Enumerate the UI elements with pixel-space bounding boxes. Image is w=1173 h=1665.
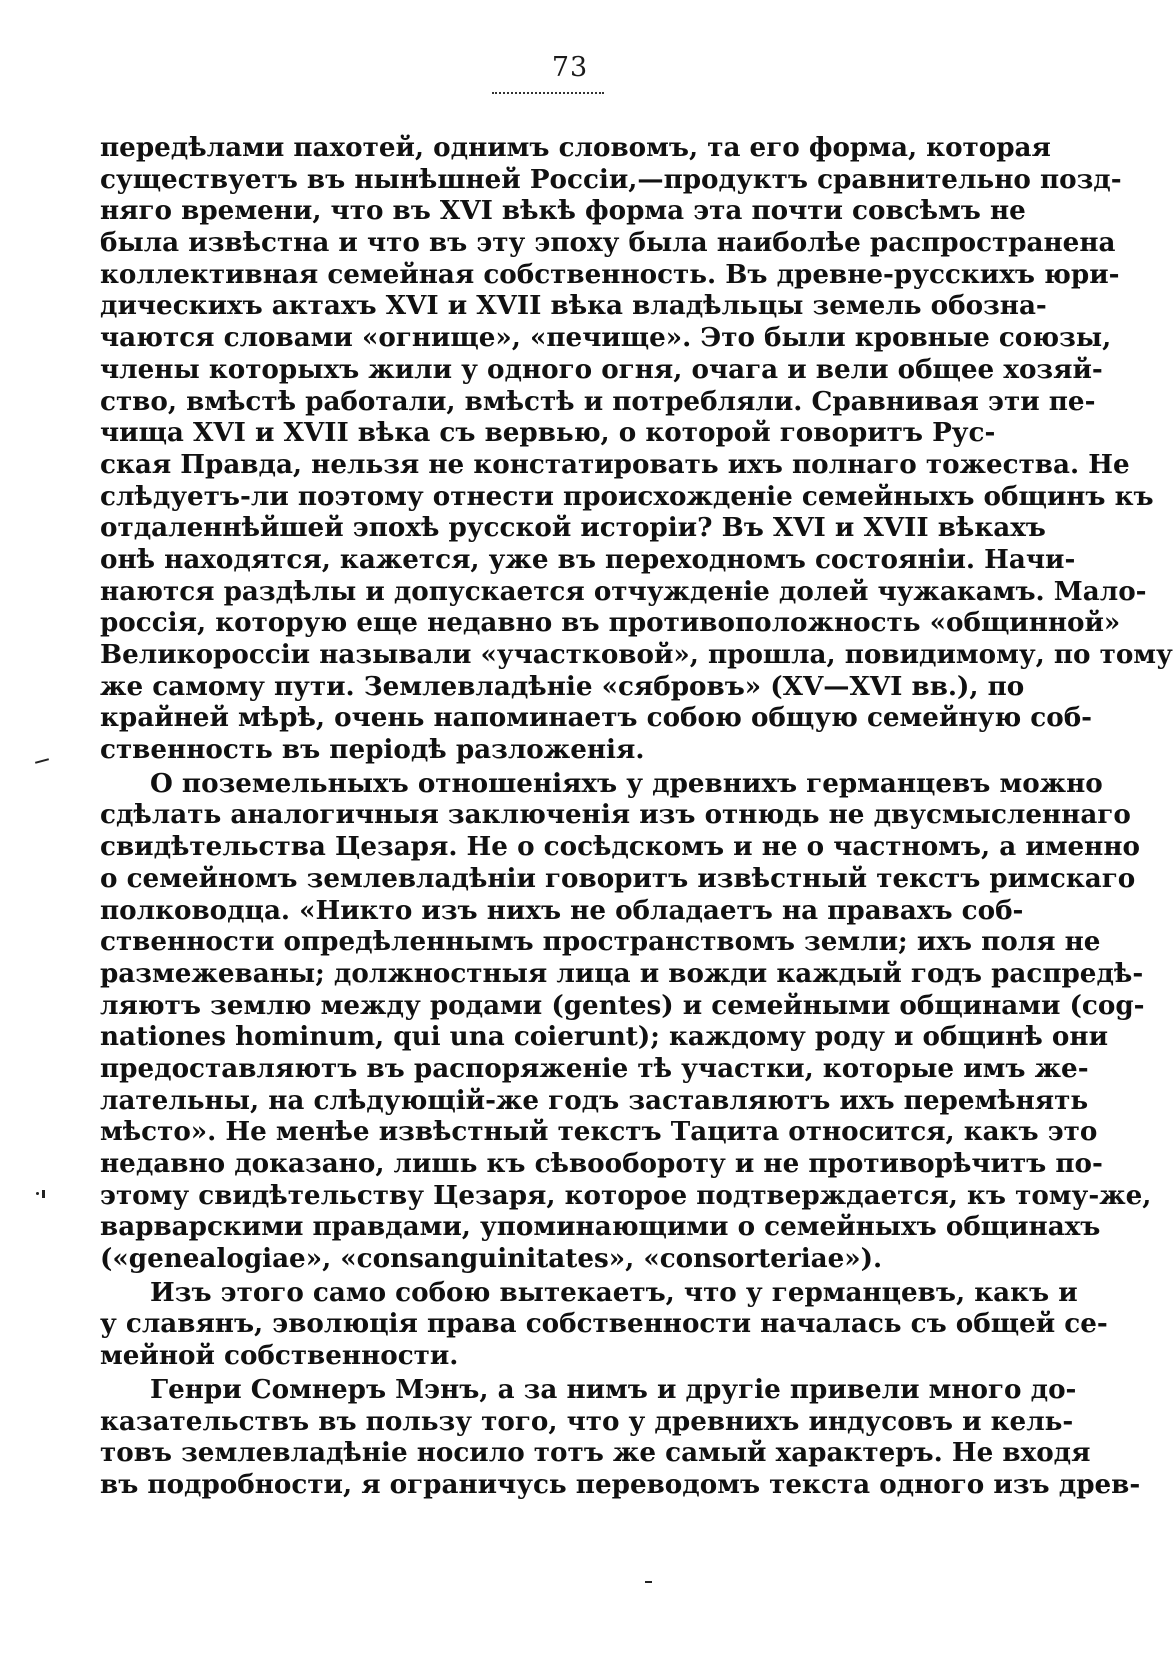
text-line: мейной собственности. <box>100 1340 459 1372</box>
text-line: о семейномъ землевладѣніи говоритъ извѣстный текстъ римскаго <box>100 862 1136 894</box>
page-number: 73 <box>551 52 589 83</box>
text-line: О поземельныхъ отношеніяхъ у древнихъ германцевъ можно <box>150 767 1103 799</box>
text-line: отдаленнѣйшей эпохѣ русской исторіи? Въ XVI и XVII вѣкахъ <box>100 512 1046 544</box>
text-line: члены которыхъ жили у одного огня, очага и вели общее хозяй- <box>100 353 1103 385</box>
text-line: въ подробности, я ограничусь переводомъ текста одного изъ древ- <box>100 1468 1141 1500</box>
text-line: существуетъ въ нынѣшней Россіи,—продуктъ сравнительно позд- <box>100 163 1122 195</box>
paragraph <box>100 767 1152 1275</box>
text-line: размежеваны; должностныя лица и вожди каждый годъ распредѣ- <box>100 957 1144 989</box>
text-line: была извѣстна и что въ эту эпоху была наиболѣе распространена <box>100 227 1116 259</box>
text-line: дическихъ актахъ XVI и XVII вѣка владѣльцы земель обозна- <box>100 290 1047 322</box>
text-line: свидѣтельства Цезаря. Не о сосѣдскомъ и не о частномъ, а именно <box>100 831 1140 863</box>
paragraph <box>100 1373 1141 1501</box>
paragraph <box>100 132 1173 766</box>
text-line: предоставляютъ въ распоряженіе тѣ участки, которые имъ же- <box>100 1052 1089 1084</box>
text-line: передѣлами пахотей, однимъ словомъ, та его форма, которая <box>100 132 1051 163</box>
bottom-mark <box>645 1581 652 1583</box>
text-line: коллективная семейная собственность. Въ древне-русскихъ юри- <box>100 258 1120 290</box>
text-line: крайней мѣрѣ, очень напоминаетъ собою общую семейную соб- <box>100 702 1093 734</box>
text-line: россія, которую еще недавно въ противоположность «общинной» <box>100 607 1121 639</box>
text-line: у славянъ, эволюція права собственности началась съ общей се- <box>100 1308 1108 1340</box>
text-line: Изъ этого само собою вытекаетъ, что у германцевъ, какъ и <box>150 1276 1078 1308</box>
text-line: ская Правда, нельзя не констатировать ихъ полнаго тожества. Не <box>100 448 1130 480</box>
page-number-rule <box>492 92 604 94</box>
margin-mark <box>35 758 49 764</box>
text-line: nationes hominum, qui una coierunt); каждому роду и общинѣ они <box>100 1021 1108 1053</box>
text-line: варварскими правдами, упоминающими о семейныхъ общинахъ <box>100 1211 1101 1243</box>
text-line: ственность въ періодѣ разложенія. <box>100 734 645 766</box>
paragraph <box>100 1276 1108 1372</box>
body-text <box>100 132 1173 1501</box>
text-line: этому свидѣтельству Цезаря, которое подтверждается, къ тому-же, <box>100 1179 1152 1211</box>
text-line: онѣ находятся, кажется, уже въ переходномъ состояніи. Начи- <box>100 543 1076 575</box>
margin-mark <box>42 1190 45 1198</box>
text-line: полководца. «Никто изъ нихъ не обладаетъ на правахъ соб- <box>100 894 1024 926</box>
text-line: ляютъ землю между родами (gentes) и семейными общинами (cog- <box>100 989 1145 1021</box>
text-line: казательствъ въ пользу того, что у древнихъ индусовъ и кель- <box>100 1405 1074 1437</box>
margin-mark <box>36 1192 39 1195</box>
text-line: лательны, на слѣдующій-же годъ заставляютъ ихъ перемѣнять <box>100 1084 1089 1116</box>
text-line: мѣсто». Не менѣе извѣстный текстъ Тацита относится, какъ это <box>100 1116 1098 1148</box>
text-line: Генри Сомнеръ Мэнъ, а за нимъ и другіе привели много до- <box>150 1373 1077 1405</box>
text-line: Великороссіи называли «участковой», прошла, повидимому, по тому <box>100 639 1173 670</box>
text-line: няго времени, что въ XVI вѣкѣ форма эта почти совсѣмъ не <box>100 195 1026 227</box>
text-line: товъ землевладѣніе носило тотъ же самый характеръ. Не входя <box>100 1437 1091 1469</box>
text-line: наются раздѣлы и допускается отчужденіе долей чужакамъ. Мало- <box>100 575 1147 607</box>
text-line: ственности опредѣленнымъ пространствомъ земли; ихъ поля не <box>100 926 1101 958</box>
text-line: недавно доказано, лишь къ сѣвообороту и не противорѣчитъ по- <box>100 1148 1103 1179</box>
text-line: чища XVI и XVII вѣка съ вервью, о которой говоритъ Рус- <box>100 417 996 449</box>
text-line: слѣдуетъ-ли поэтому отнести происхожденіе семейныхъ общинъ къ <box>100 480 1154 512</box>
text-line: чаются словами «огнище», «печище». Это были кровные союзы, <box>100 322 1112 354</box>
text-line: («genealogiae», «consanguinitates», «consorteriae»). <box>100 1243 883 1275</box>
text-line: ство, вмѣстѣ работали, вмѣстѣ и потребляли. Сравнивая эти пе- <box>100 385 1096 417</box>
text-line: сдѣлать аналогичныя заключенія изъ отнюдь не двусмысленнаго <box>100 799 1131 831</box>
text-line: же самому пути. Землевладѣніе «сябровъ» (XV—XVI вв.), по <box>100 670 1025 702</box>
